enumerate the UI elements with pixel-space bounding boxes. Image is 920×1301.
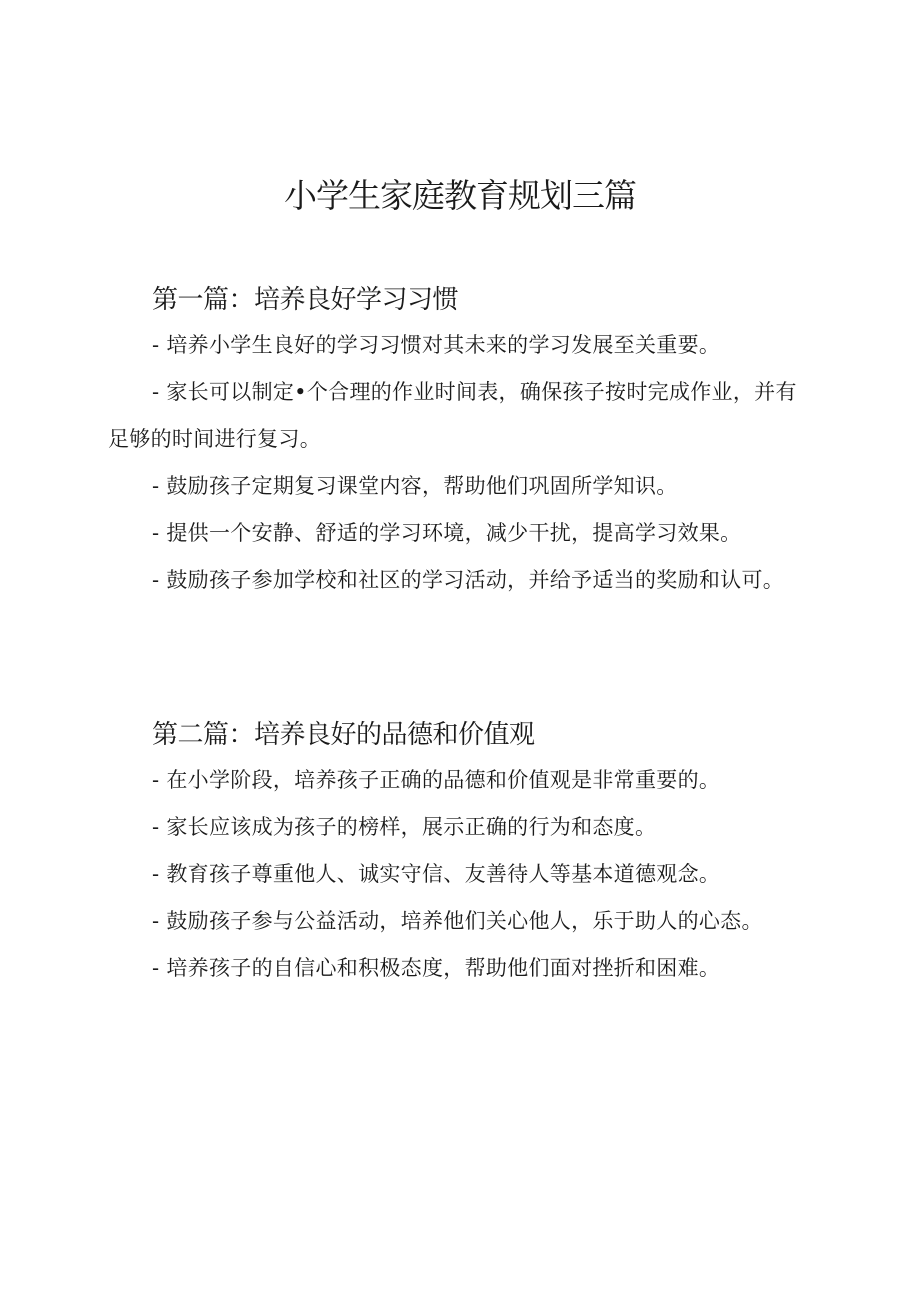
list-item: - 教育孩子尊重他人、诚实守信、友善待人等基本道德观念。: [152, 862, 721, 886]
list-item: - 培养小学生良好的学习习惯对其未来的学习发展至关重要。: [152, 333, 721, 357]
list-item: - 鼓励孩子参加学校和社区的学习活动，并给予适当的奖励和认可。: [152, 568, 785, 592]
section-1: [108, 278, 818, 604]
list-item: - 家长应该成为孩子的榜样，展示正确的行为和态度。: [152, 815, 657, 839]
list-item: - 鼓励孩子参与公益活动，培养他们关心他人，乐于助人的心态。: [152, 909, 763, 933]
list-item: - 提供一个安静、舒适的学习环境，减少干扰，提高学习效果。: [152, 521, 742, 545]
document-title: 小学生家庭教育规划三篇: [284, 176, 636, 215]
list-item: - 在小学阶段，培养孩子正确的品德和价值观是非常重要的。: [152, 768, 721, 792]
list-item: - 培养孩子的自信心和积极态度，帮助他们面对挫折和困难。: [152, 956, 721, 980]
list-item: - 鼓励孩子定期复习课堂内容，帮助他们巩固所学知识。: [152, 474, 678, 498]
section-heading: 第一篇：培养良好学习习惯: [152, 285, 459, 315]
list-item: - 家长可以制定•个合理的作业时间表，确保孩子按时完成作业，并有足够的时间进行复习。: [108, 380, 797, 451]
section-heading: 第二篇：培养良好的品德和价值观: [152, 720, 535, 750]
section-2: [108, 713, 818, 992]
